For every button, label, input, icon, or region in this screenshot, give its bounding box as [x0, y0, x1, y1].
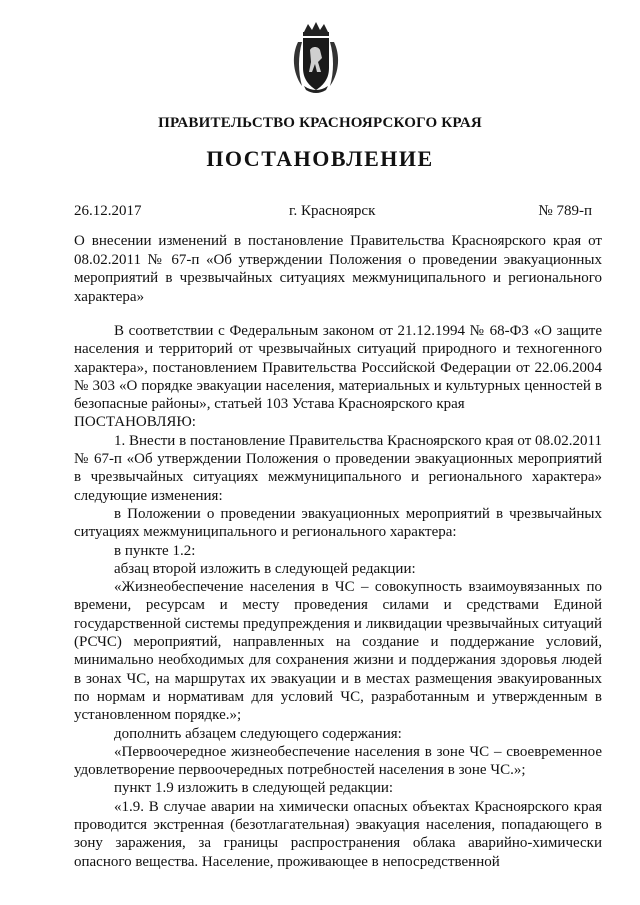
paragraph-item-1: 1. Внести в постановление Правительства Красноярского края от 08.02.2011 № 67-п «Об утверждении Положения о проведении эвакуационных мероприятий в чрезвычайных ситуациях межмуниципального и регионального характера» следующие изменения:	[74, 432, 602, 504]
document-subject: О внесении изменений в постановление Правительства Красноярского края от 08.02.2011 № 67-п «Об утверждении Положения о проведении эвакуационных мероприятий в чрезвычайных ситуациях межмуниципального и регионального характера»	[74, 233, 602, 305]
paragraph: в Положении о проведении эвакуационных мероприятий в чрезвычайных ситуациях межмуниципального и регионального характера:	[74, 505, 602, 541]
government-title: ПРАВИТЕЛЬСТВО КРАСНОЯРСКОГО КРАЯ	[158, 115, 482, 131]
paragraph: в пункте 1.2:	[114, 542, 196, 559]
paragraph-quote: «Жизнеобеспечение населения в ЧС – совокупность взаимоувязанных по времени, ресурсам и месту проведения силами и средствами Единой государственной системы предупреждения и ликвидации чрезвычайных ситуаций (РСЧС) мероприятий, направленных на создание и поддержание условий, минимально необходимых для сохранения жизни и поддержания здоровья людей в зонах ЧС, на маршрутах их эвакуации и в местах размещения эвакуированных по нормам и нормативам для условий ЧС, разработанным и утвержденным в установленном порядке.»;	[74, 579, 602, 724]
document-type-title: ПОСТАНОВЛЕНИЕ	[206, 146, 434, 171]
paragraph-resolve: ПОСТАНОВЛЯЮ:	[74, 414, 196, 431]
document-city: г. Красноярск	[289, 203, 376, 219]
document-meta-row	[74, 203, 592, 223]
paragraph-preamble: В соответствии с Федеральным законом от 21.12.1994 № 68-ФЗ «О защите населения и территорий от чрезвычайных ситуаций природного и техногенного характера», постановлением Правительства Российской Федерации от 22.06.2004 № 303 «О порядке эвакуации населения, материальных и культурных ценностей в безопасные районы», статьей 103 Устава Красноярского края	[74, 323, 602, 413]
paragraph: абзац второй изложить в следующей редакции:	[114, 560, 416, 577]
document-number: № 789-п	[538, 203, 592, 219]
paragraph: дополнить абзацем следующего содержания:	[114, 725, 402, 742]
document-body	[74, 322, 602, 871]
paragraph-quote: «Первоочередное жизнеобеспечение населения в зоне ЧС – своевременное удовлетворение первоочередных потребностей населения в зоне ЧС.»;	[74, 743, 602, 779]
paragraph: пункт 1.9 изложить в следующей редакции:	[114, 780, 394, 797]
document-date: 26.12.2017	[74, 203, 142, 219]
coat-of-arms-icon	[288, 20, 344, 96]
paragraph-quote: «1.9. В случае аварии на химически опасных объектах Красноярского края проводится экстренная (безотлагательная) эвакуация населения, попадающего в зону заражения, за границы распространения облака аварийно-химически опасного вещества. Население, проживающее в непосредственной	[74, 798, 602, 870]
